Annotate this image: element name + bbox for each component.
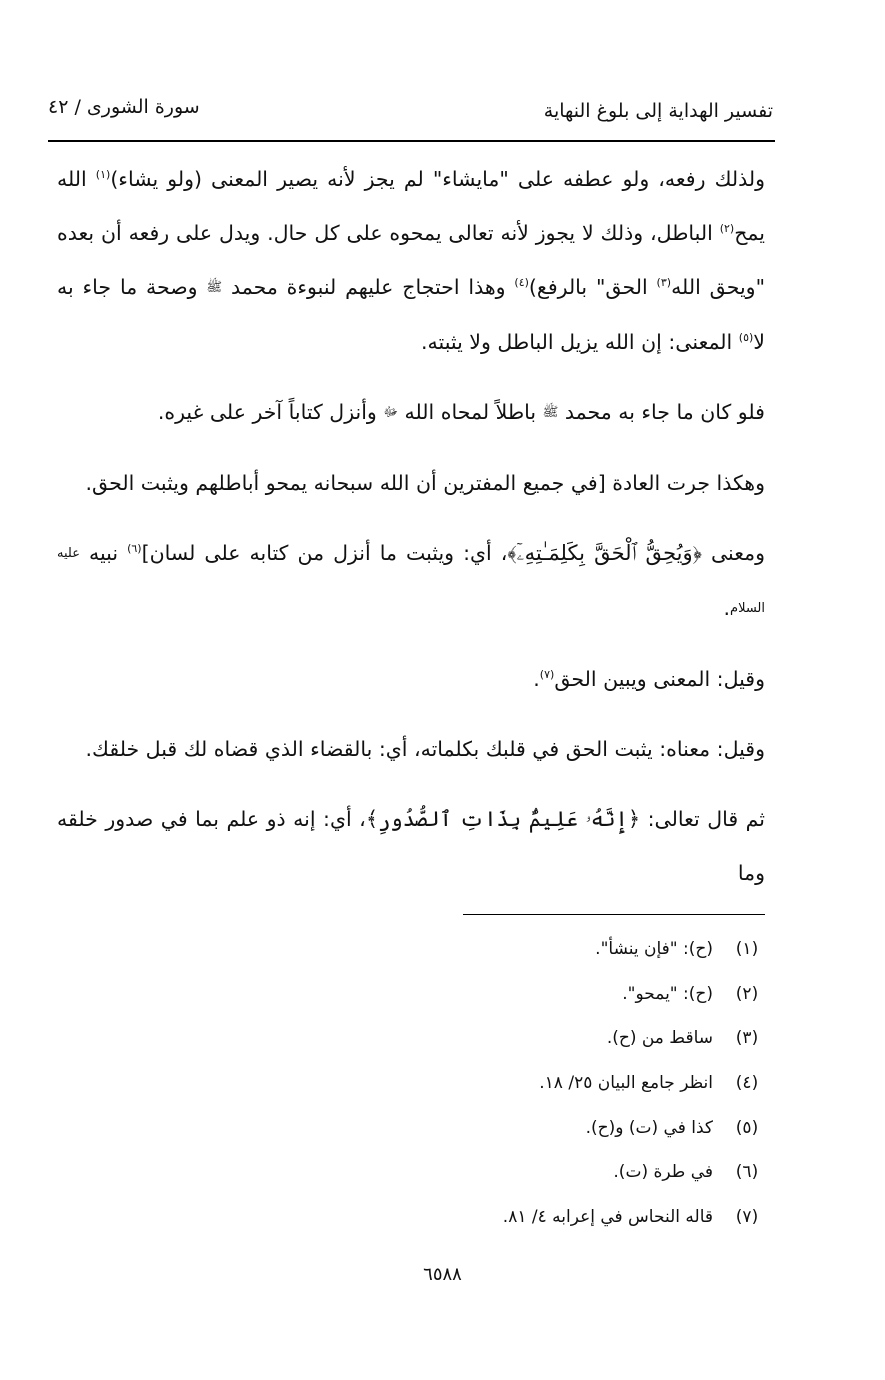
footnote-ref-2: (٢) xyxy=(719,222,735,236)
footnote-item xyxy=(347,1202,767,1247)
text: وقيل: معناه: يثبت الحق في قلبك بكلماته، أي: بالقضاء الذي قضاه لك قبل خلقك. xyxy=(85,737,765,761)
footnote-ref-6: (٦) xyxy=(127,542,142,556)
quran-quote: ﴿وَيُحِقُّ ٱلْحَقَّ بِكَلِمَـٰتِهِۦٓ﴾ xyxy=(507,541,702,565)
footnote-text: انظر جامع البيان ٢٥/ ١٨. xyxy=(539,1073,713,1094)
footnote-text: في طرة (ت). xyxy=(613,1162,713,1183)
header-rule xyxy=(48,140,775,142)
text: ولذلك رفعه، ولو عطفه على "مايشاء" لم يجز لأنه يصير المعنى (ولو يشاء) xyxy=(110,167,765,191)
text: الباطل، وذلك لا يجوز لأنه تعالى يمحوه على كل حال. ويدل على رفعه أن بعده "ويحق الله xyxy=(57,221,765,299)
paragraph-4 xyxy=(57,526,765,636)
footnote-number: (٧) xyxy=(735,1207,759,1228)
text: ، أي: إنه ذو علم بما في صدور خلقه وما xyxy=(57,807,765,885)
text: الحق" بالرفع) xyxy=(528,275,657,299)
footnote-item xyxy=(347,1157,767,1202)
text: فلو كان ما جاء به محمد xyxy=(558,400,765,424)
text: ومعنى xyxy=(701,541,765,565)
footnote-ref-4: (٤) xyxy=(514,276,529,290)
paragraph-7 xyxy=(57,792,765,900)
text: وصحة ما جاء به لا xyxy=(57,275,765,354)
quran-quote: ﴿إِنَّهُۥ عَلِيمٌۢ بِذَاتِ ٱلصُّدُورِ﴾ xyxy=(365,807,641,831)
text: وأنزل كتاباً آخر على غيره. xyxy=(157,400,384,424)
paragraph-6 xyxy=(57,722,765,776)
footnotes xyxy=(347,934,767,1247)
footnote-ref-3: (٣) xyxy=(656,276,672,290)
footnote-number: (٢) xyxy=(735,983,759,1004)
footnote-number: (٤) xyxy=(735,1073,759,1094)
footnote-item xyxy=(347,1068,767,1113)
footnote-number: (٦) xyxy=(735,1162,759,1183)
text: الله يمح xyxy=(57,167,765,245)
text: ثم قال تعالى: xyxy=(640,807,766,831)
paragraph-5 xyxy=(57,652,765,706)
footnote-ref-5: (٥) xyxy=(738,331,754,345)
paragraph-2 xyxy=(57,385,765,440)
footnote-text: كذا في (ت) و(ح). xyxy=(585,1117,713,1138)
text: . xyxy=(533,667,540,691)
honorific-glyph: ﷻ xyxy=(383,405,399,420)
footnote-item xyxy=(347,979,767,1024)
page-number: ٦٥٨٨ xyxy=(423,1264,462,1285)
surah-reference: سورة الشورى / ٤٢ xyxy=(48,96,200,118)
footnote-text: (ح): "يمحو". xyxy=(622,983,713,1004)
text: المعنى: إن الله يزيل الباطل ولا يثبته. xyxy=(421,330,739,354)
footnote-ref-1: (١) xyxy=(95,168,111,182)
footnote-ref-7: (٧) xyxy=(539,668,555,682)
text: باطلاً لمحاه الله xyxy=(398,400,543,424)
text: . xyxy=(723,596,731,620)
footnote-item xyxy=(347,1023,767,1068)
footnote-number: (٣) xyxy=(735,1028,759,1049)
text: نبيه xyxy=(79,541,128,565)
text: وقيل: المعنى ويبين الحق xyxy=(554,667,765,691)
footnote-text: (ح): "فإن ينشأ". xyxy=(595,939,713,959)
text: وهذا احتجاج عليهم لنبوءة محمد xyxy=(222,275,515,299)
text: وهكذا جرت العادة [في جميع المفترين أن الله سبحانه يمحو أباطلهم ويثبت الحق. xyxy=(85,471,765,495)
footnote-item xyxy=(347,934,767,979)
text: ، أي: ويثبت ما أنزل من كتابه على لسان] xyxy=(141,541,508,565)
footnote-item xyxy=(347,1113,767,1158)
paragraph-3 xyxy=(57,456,765,510)
footnote-number: (٥) xyxy=(735,1117,759,1138)
footnote-text: قاله النحاس في إعرابه ٤/ ٨١. xyxy=(502,1207,713,1228)
footnote-text: ساقط من (ح). xyxy=(606,1028,713,1049)
main-text xyxy=(57,152,765,916)
footnote-separator xyxy=(463,914,765,915)
book-title: تفسير الهداية إلى بلوغ النهاية xyxy=(543,100,773,122)
footnote-number: (١) xyxy=(735,939,759,959)
honorific-glyph: ﷺ xyxy=(206,280,223,295)
paragraph-1 xyxy=(57,152,765,369)
honorific-glyph: عليه السلام xyxy=(57,546,765,616)
honorific-glyph: ﷺ xyxy=(542,405,559,420)
running-header xyxy=(48,96,773,136)
